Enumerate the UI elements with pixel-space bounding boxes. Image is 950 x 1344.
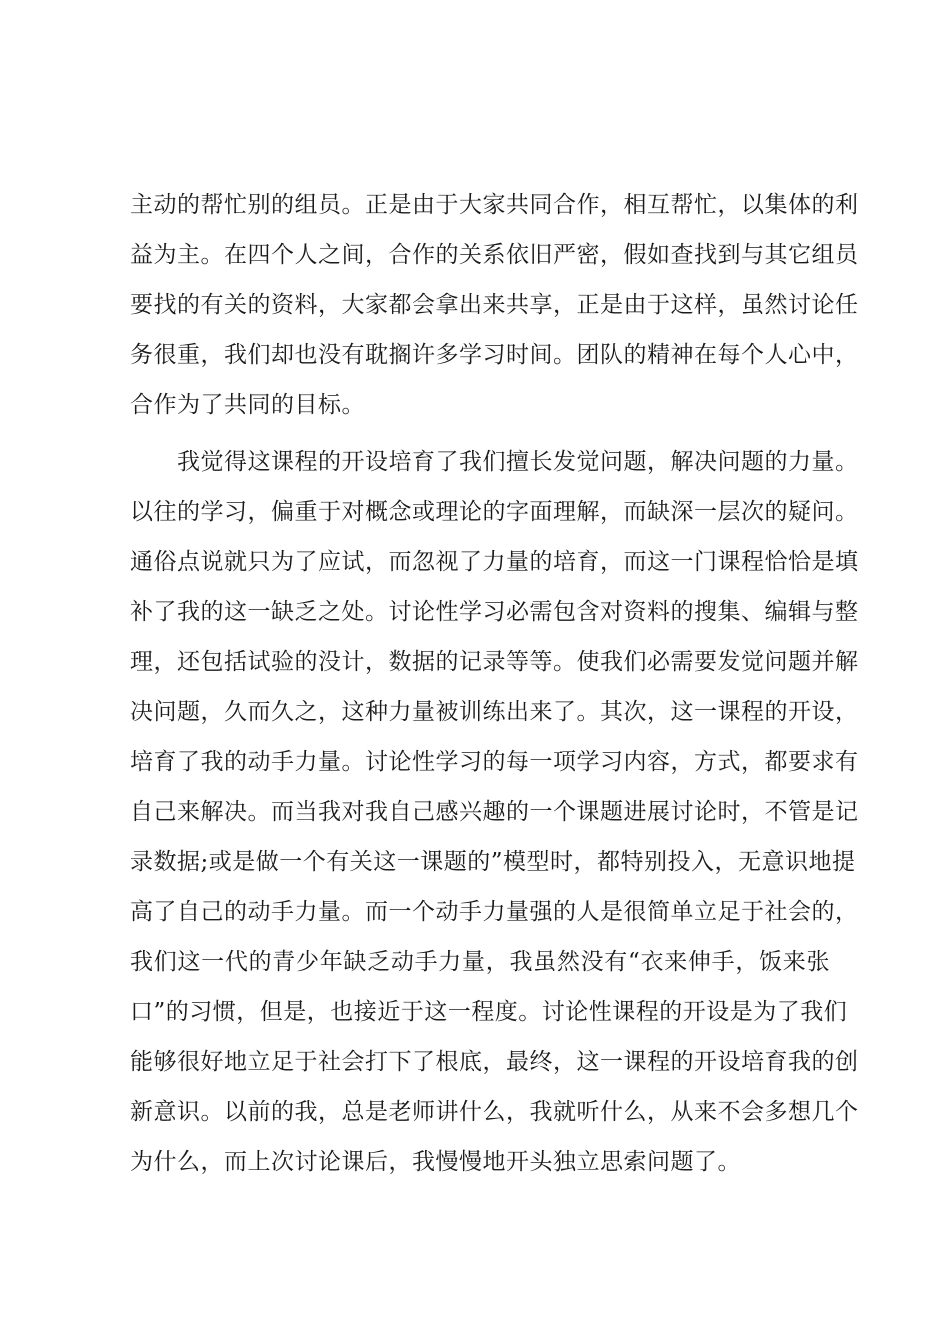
- text-line: 培育了我的动手力量。讨论性学习的每一项学习内容，方式，都要求有: [130, 749, 859, 775]
- text-line: 录数据;或是做一个有关这一课题的”模型时，都特别投入，无意识地提: [130, 849, 856, 875]
- text-line: 高了自己的动手力量。而一个动手力量强的人是很简单立足于社会的，: [130, 899, 859, 925]
- text-line: 能够很好地立足于社会打下了根底，最终，这一课程的开设培育我的创: [130, 1049, 859, 1075]
- text-line: 口”的习惯，但是，也接近于这一程度。讨论性课程的开设是为了我们: [130, 999, 848, 1025]
- text-line: 益为主。在四个人之间，合作的关系依旧严密，假如查找到与其它组员: [130, 242, 859, 268]
- document-body: [130, 180, 859, 1187]
- text-line: 务很重，我们却也没有耽搁许多学习时间。团队的精神在每个人心中，: [130, 342, 859, 368]
- text-line: 要找的有关的资料，大家都会拿出来共享，正是由于这样，虽然讨论任: [130, 292, 859, 318]
- text-line: 理，还包括试验的没计，数据的记录等等。使我们必需要发觉问题并解: [130, 649, 859, 675]
- text-line: 决问题，久而久之，这种力量被训练出来了。其次，这一课程的开设，: [130, 699, 859, 725]
- paragraph-1: [130, 180, 859, 430]
- text-line: 新意识。以前的我，总是老师讲什么，我就听什么，从来不会多想几个: [130, 1099, 859, 1125]
- text-line: 为什么，而上次讨论课后，我慢慢地开头独立思索问题了。: [130, 1149, 741, 1175]
- text-line: 补了我的这一缺乏之处。讨论性学习必需包含对资料的搜集、编辑与整: [130, 599, 859, 625]
- text-line: 我觉得这课程的开设培育了我们擅长发觉问题，解决问题的力量。: [130, 449, 859, 475]
- text-line: 主动的帮忙别的组员。正是由于大家共同合作，相互帮忙，以集体的利: [130, 192, 859, 218]
- paragraph-2: [130, 437, 859, 1187]
- text-line: 合作为了共同的目标。: [130, 392, 365, 418]
- text-line: 我们这一代的青少年缺乏动手力量，我虽然没有“衣来伸手，饭来张: [130, 949, 830, 975]
- text-line: 自己来解决。而当我对我自己感兴趣的一个课题进展讨论时，不管是记: [130, 799, 859, 825]
- text-line: 通俗点说就只为了应试，而忽视了力量的培育，而这一门课程恰恰是填: [130, 549, 859, 575]
- text-line: 以往的学习，偏重于对概念或理论的字面理解，而缺深一层次的疑问。: [130, 499, 859, 525]
